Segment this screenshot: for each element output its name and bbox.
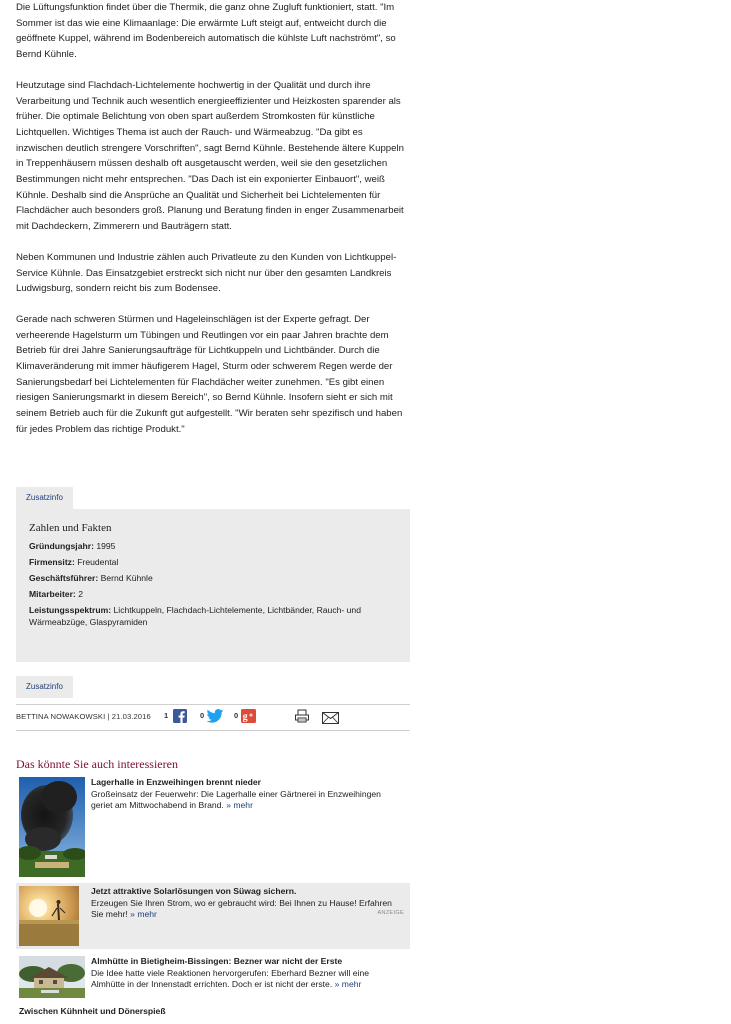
svg-text:+: + — [249, 712, 254, 720]
more-link[interactable]: » mehr — [130, 909, 157, 919]
related-teaser: Großeinsatz der Feuerwehr: Die Lagerhalle einer Gärtnerei in Enzweihingen geriet am Mittwochabend in Brand. » mehr — [91, 788, 381, 810]
related-item[interactable] — [16, 953, 410, 999]
article-paragraph: Heutzutage sind Flachdach-Lichtelemente hochwertig in der Qualität und durch ihre Verarbeitung und Technik auch wesentlich energieeffizienter und Heizkosten sparender als früher. Die optimale Belichtung von oben spart außerdem Stromkosten für künstliche Lichtquellen. Wichtiges Thema ist auch der Rauch- und Wärmeabzug. "Da gibt es inzwischen deutlich strengere Vorschriften", sagt Bernd Kühnle. Bestehende ältere Kuppeln in Treppenhäusern müssen deshalb oft ausgetauscht werden, weil sie den gesetzlichen Bestimmungen nicht mehr entsprechen. "Das Dach ist ein exponierter Einbauort", weiß Kühnle. Deshalb sind die Ansprüche an Qualität und Sicherheit bei Lichtelementen für Flachdächer auch besonders groß. Planung und Beratung finden in enger Zusammenarbeit mit Dachdeckern, Zimmerern und Bauträgern statt. — [16, 79, 404, 233]
related-teaser: Erzeugen Sie Ihren Strom, wo er gebraucht wird: Bei Ihnen zu Hause! Erfahren Sie mehr! » mehr — [91, 897, 392, 919]
related-headline[interactable]: Zwischen Kühnheit und Dönerspieß — [19, 1006, 166, 1016]
mail-icon[interactable] — [322, 711, 339, 729]
related-item-ad[interactable] — [16, 883, 410, 949]
twitter-icon[interactable] — [206, 709, 224, 728]
print-icon[interactable] — [294, 709, 310, 728]
solar-photo-thumbnail — [19, 886, 79, 946]
svg-text:g: g — [242, 711, 248, 723]
gplus-count: 0 — [234, 711, 239, 720]
divider — [16, 730, 410, 731]
author-date: BETTINA NOWAKOWSKI | 21.03.2016 — [16, 712, 151, 721]
related-text — [91, 777, 404, 812]
twitter-count: 0 — [200, 711, 205, 720]
article-paragraph: Gerade nach schweren Stürmen und Hageleinschlägen ist der Experte gefragt. Der verheerende Hagelsturm um Tübingen und Reutlingen vor ein paar Jahren brachte dem Betrieb für drei Jahre Sanierungsaufträge für Lichtkuppeln und Lichtbänder. Durch die Klimaveränderung mit immer häufigerem Hagel, Sturm oder schwerem Regen werde der Sanierungsbedarf bei Lichtelementen für Flachdächer weiter zunehmen. "Es gibt einen riesigen Sanierungsmarkt in diesem Bereich", so Bernd Kühnle. Insofern sieht er sich mit seinem Betrieb auch für die Zukunft gut aufgestellt. "Wir beraten sehr spezifisch und haben für jedes Problem das richtige Produkt." — [16, 313, 403, 435]
related-headline[interactable]: Jetzt attraktive Solarlösungen von Süwag sichern. — [91, 886, 297, 896]
hut-photo-thumbnail — [19, 956, 85, 998]
article-paragraph: Die Lüftungsfunktion findet über die Thermik, die ganz ohne Zugluft funktioniert, statt. "Im Sommer ist das wie eine Klimaanlage: Die erwärmte Luft steigt auf, entweicht durch die geöffnete Kuppel, während im Bodenbereich automatisch die kühlste Luft nachströmt", so Bernd Kühnle. — [16, 2, 396, 61]
fire-photo-thumbnail — [19, 777, 85, 877]
facebook-icon[interactable] — [173, 709, 187, 728]
related-item[interactable] — [16, 774, 410, 878]
related-teaser: Die Idee hatte viele Reaktionen hervorgerufen: Eberhard Bezner will eine Almhütte in der Innenstadt errichten. Doch er ist nicht der erste. » mehr — [91, 967, 370, 989]
article-body — [16, 0, 412, 438]
more-link[interactable]: » mehr — [226, 800, 253, 810]
google-plus-icon[interactable] — [241, 709, 256, 728]
facts-box — [16, 509, 410, 662]
fact-founded: Gründungsjahr: 1995 — [29, 541, 116, 551]
related-headline[interactable]: Lagerhalle in Enzweihingen brennt nieder — [91, 777, 261, 787]
fact-employees: Mitarbeiter: 2 — [29, 589, 83, 599]
tab-zusatzinfo[interactable]: Zusatzinfo — [16, 487, 73, 509]
tab-zusatzinfo-2[interactable]: Zusatzinfo — [16, 676, 73, 698]
related-title: Das könnte Sie auch interessieren — [16, 757, 178, 771]
article-paragraph: Neben Kommunen und Industrie zählen auch Privatleute zu den Kunden von Lichtkuppel-Service Kühnle. Das Einsatzgebiet erstreckt sich nicht nur über den gesamten Landkreis Ludwigsburg, sondern reicht bis zum Bodensee. — [16, 251, 397, 295]
related-text — [91, 956, 404, 991]
related-headline[interactable]: Almhütte in Bietigheim-Bissingen: Bezner war nicht der Erste — [91, 956, 343, 966]
fact-services: Leistungsspektrum: Lichtkuppeln, Flachdach-Lichtelemente, Lichtbänder, Rauch- und Wärmeabzüge, Glaspyramiden — [29, 605, 361, 627]
more-link[interactable]: » mehr — [334, 979, 362, 989]
related-text — [91, 886, 404, 921]
facebook-count: 1 — [164, 711, 169, 720]
article-meta-bar — [16, 705, 410, 729]
fact-location: Firmensitz: Freudental — [29, 557, 119, 567]
facts-title: Zahlen und Fakten — [29, 522, 112, 534]
ad-badge: ANZEIGE — [377, 910, 404, 916]
fact-ceo: Geschäftsführer: Bernd Kühnle — [29, 573, 153, 583]
